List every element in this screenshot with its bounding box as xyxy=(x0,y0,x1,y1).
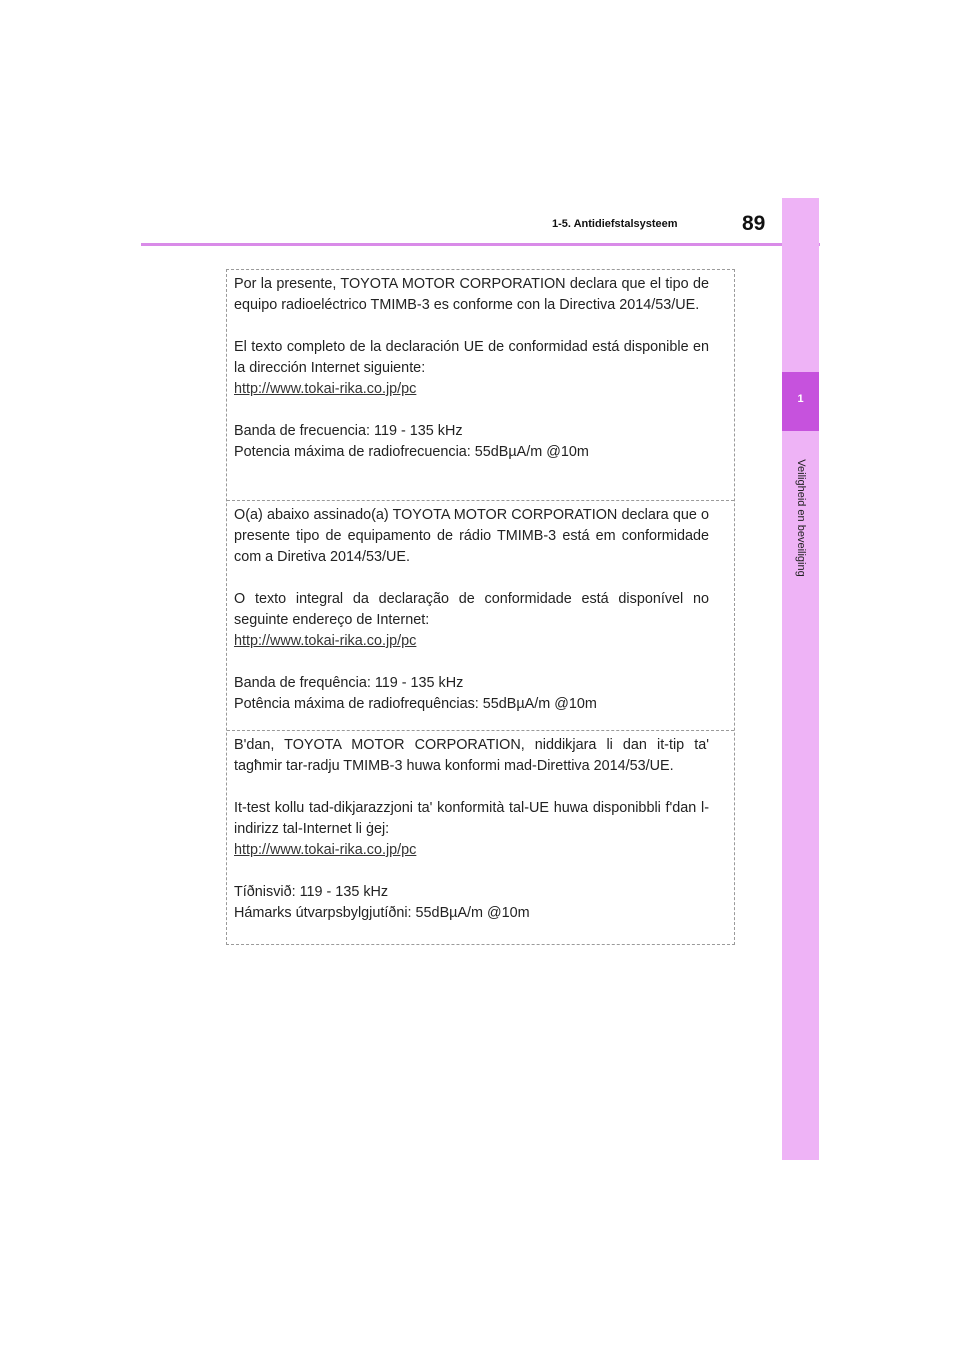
declaration-text: B'dan, TOYOTA MOTOR CORPORATION, niddikjara li dan it-tip ta' tagħmir tar-radju TMIMB-3 huwa konformi mad-Direttiva 2014/53/UE. xyxy=(234,737,709,774)
max-power: Hámarks útvarpsbylgjutíðni: 55dBµA/m @10m xyxy=(234,905,530,921)
page-number: 89 xyxy=(742,212,766,235)
declaration-link[interactable]: http://www.tokai-rika.co.jp/pc xyxy=(234,842,417,858)
availability-text: It-test kollu tad-dikjarazzjoni ta' konformità tal-UE huwa disponibbli f'dan l-indirizz tal-Internet li ġej: xyxy=(234,800,709,837)
max-power: Potência máxima de radiofrequências: 55dBµA/m @10m xyxy=(234,696,597,712)
declaration-section-spanish xyxy=(227,270,734,500)
declaration-frame xyxy=(226,269,735,945)
availability-text: O texto integral da declaração de conformidade está disponível no seguinte endereço de Internet: xyxy=(234,591,709,628)
declaration-text: O(a) abaixo assinado(a) TOYOTA MOTOR CORPORATION declara que o presente tipo de equipamento de rádio TMIMB-3 está em conformidade com a Diretiva 2014/53/UE. xyxy=(234,507,709,565)
chapter-number: 1 xyxy=(797,393,804,405)
header-divider xyxy=(141,243,820,246)
chapter-side-tab xyxy=(782,198,819,1160)
section-title: 1-5. Antidiefstalsysteem xyxy=(552,218,678,230)
max-power: Potencia máxima de radiofrecuencia: 55dBµA/m @10m xyxy=(234,444,589,460)
frequency-band: Banda de frequência: 119 - 135 kHz xyxy=(234,675,464,691)
availability-text: El texto completo de la declaración UE de conformidad está disponible en la dirección Internet siguiente: xyxy=(234,339,709,376)
chapter-label: Veiligheid en beveiliging xyxy=(795,459,807,577)
declaration-section-maltese xyxy=(227,730,734,944)
frequency-band: Banda de frecuencia: 119 - 135 kHz xyxy=(234,423,463,439)
declaration-link[interactable]: http://www.tokai-rika.co.jp/pc xyxy=(234,633,417,649)
declaration-section-portuguese xyxy=(227,500,734,730)
frequency-band: Tíðnisvið: 119 - 135 kHz xyxy=(234,884,389,900)
declaration-link[interactable]: http://www.tokai-rika.co.jp/pc xyxy=(234,381,417,397)
declaration-text: Por la presente, TOYOTA MOTOR CORPORATION declara que el tipo de equipo radioeléctrico TMIMB-3 es conforme con la Directiva 2014/53/UE. xyxy=(234,276,709,313)
